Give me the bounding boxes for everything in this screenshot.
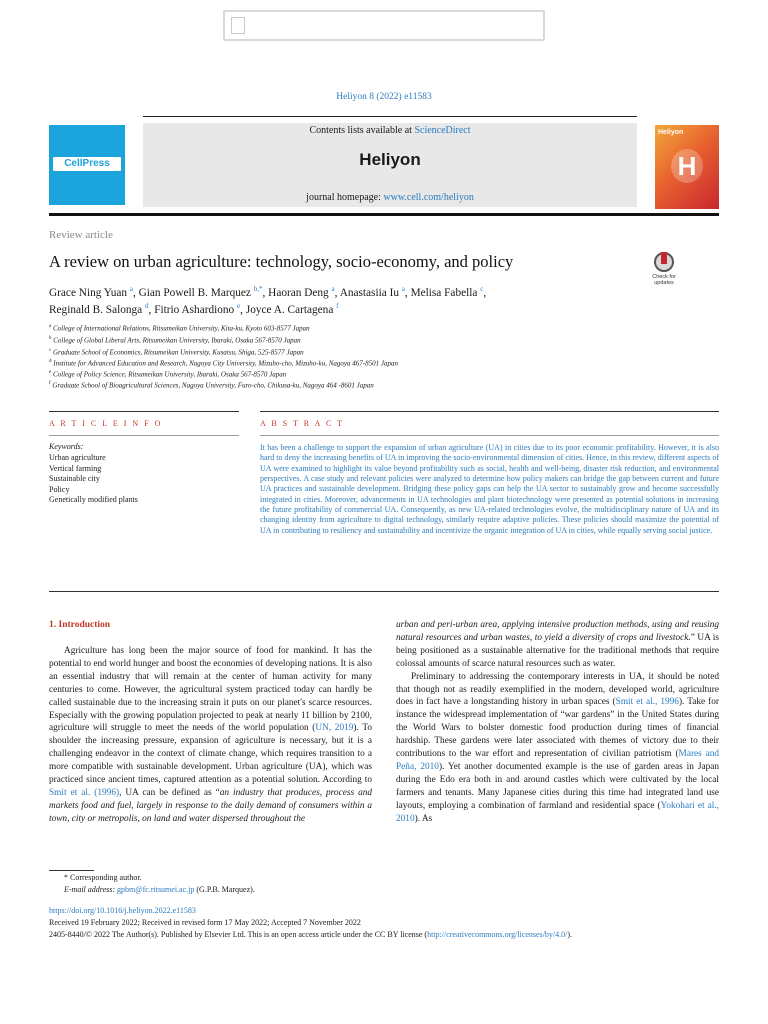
text-run: ). As bbox=[414, 813, 433, 824]
keywords-label: Keywords: bbox=[49, 442, 84, 451]
doi-link[interactable]: https://doi.org/10.1016/j.heliyon.2022.e11583 bbox=[49, 906, 196, 915]
footnote-corresponding: * Corresponding author. bbox=[64, 873, 142, 882]
journal-cover-image[interactable] bbox=[655, 125, 719, 209]
journal-homepage bbox=[143, 192, 637, 203]
homepage-prefix: journal homepage: bbox=[306, 192, 384, 203]
abstract-top-rule bbox=[260, 411, 719, 412]
crossmark-label: Check for updates bbox=[652, 274, 676, 286]
affiliation bbox=[49, 324, 310, 332]
abstract-heading: A B S T R A C T bbox=[260, 419, 345, 428]
crossmark-icon bbox=[654, 252, 674, 272]
author-name: Fitrio Ashardiono bbox=[154, 303, 235, 316]
text-run: , UA can be defined as “ bbox=[119, 787, 220, 798]
license-link[interactable]: http://creativecommons.org/licenses/by/4.0/ bbox=[427, 930, 568, 939]
author-aff[interactable]: a bbox=[129, 285, 133, 293]
text-run: Preliminary to addressing the contemporary interests in UA, it should be noted that though not as readily exemplified in the modern, developed world, agriculture does in fact have a longstanding history in urban spaces ( bbox=[396, 671, 719, 708]
affiliation-text: College of Global Liberal Arts, Ritsumeikan University, Ibaraki, Osaka 567-8570 Japan bbox=[53, 336, 301, 345]
author-name: Melisa Fabella bbox=[410, 286, 478, 299]
author-name: Gian Powell B. Marquez bbox=[138, 286, 251, 299]
affiliation-text: Graduate School of Bioagricultural Sciences, Nagoya University, Furo-cho, Chikusa-ku, Nagoya 464 -8601 Japan bbox=[52, 381, 374, 390]
author-aff[interactable]: f bbox=[336, 302, 339, 310]
license-text: 2405-8440/© 2022 The Author(s). Published by Elsevier Ltd. This is an open access article under the CC BY license ( bbox=[49, 930, 428, 939]
section-heading-introduction: 1. Introduction bbox=[49, 620, 111, 630]
citation-link[interactable]: Mares and Peña, 2010 bbox=[396, 749, 720, 772]
article-info-sub-rule bbox=[49, 435, 239, 436]
affiliation bbox=[49, 348, 304, 356]
email-label: E-mail address: bbox=[64, 885, 118, 894]
citation-link[interactable]: UN, 2019 bbox=[315, 723, 354, 734]
citation-link[interactable]: Smit et al., 1996 bbox=[615, 697, 679, 708]
affiliation-text: Institute for Advanced Education and Research, Nagoya City University, Mizuho-cho, Mizuho-ku, Nagoya 467-8501 Japan bbox=[53, 359, 398, 368]
author-name: Reginald B. Salonga bbox=[49, 303, 143, 316]
abstract-bottom-rule bbox=[49, 591, 719, 592]
footnote-rule bbox=[49, 870, 94, 871]
affiliation-text: College of Policy Science, Ritsumeikan University, Ibaraki, Osaka 567-8570 Japan bbox=[52, 370, 287, 379]
license-line bbox=[49, 930, 572, 939]
citation-link[interactable]: Yokohari et al., 2010 bbox=[396, 800, 719, 824]
author-aff[interactable]: a bbox=[401, 285, 405, 293]
affiliation-key: e bbox=[49, 370, 52, 375]
affiliation-key: d bbox=[49, 359, 52, 364]
affiliation-text: Graduate School of Economics, Ritsumeikan University, Kusatsu, Shiga, 525-8577 Japan bbox=[52, 348, 304, 357]
keyword: Urban agriculture bbox=[49, 453, 106, 462]
sciencedirect-link[interactable]: ScienceDirect bbox=[414, 125, 471, 136]
journal-name: Heliyon bbox=[359, 150, 421, 169]
affiliation-text: College of International Relations, Ritsumeikan University, Kita-ku, Kyoto 603-8577 Japan bbox=[52, 324, 310, 333]
author-aff[interactable]: e bbox=[237, 302, 241, 310]
license-suffix: ). bbox=[567, 930, 573, 939]
affiliation bbox=[49, 336, 301, 344]
article-type: Review article bbox=[49, 229, 113, 241]
author-aff[interactable]: a bbox=[331, 285, 335, 293]
paragraph bbox=[396, 671, 719, 826]
author-aff[interactable]: c bbox=[480, 285, 484, 293]
crossmark-button[interactable] bbox=[646, 252, 682, 290]
text-run: ). Take for instance the widespread implementation of “war gardens” in the United States during the World Wars to bolster domestic food production during times of financial hardship. These gardens were later associated with themes of victory due to their contributions to the war effort and representation of civilian patriotism ( bbox=[396, 697, 719, 760]
text-run: Agriculture has long been the major source of food for mankind. It has the potential to end world hunger and boost the economies of developing nations. It is also an essential industry that will remain at the center of human activity for many centuries to come. However, the agricultural system practiced today can hardly be called sustainable due to the increasing strain it puts on our planet's scarce resources. Especially with the growing population projected to peak at nearly 11 billion by 2100, agriculture will struggle to meet the needs of the world population ( bbox=[49, 646, 373, 734]
placeholder-icon bbox=[231, 17, 245, 34]
affiliation-key: c bbox=[49, 348, 52, 353]
affiliation bbox=[49, 381, 374, 389]
paragraph bbox=[49, 645, 372, 826]
journal-reference[interactable]: Heliyon 8 (2022) e11583 bbox=[336, 92, 432, 102]
text-run: ). Yet another documented example is the use of garden areas in Japan during the Edo era both in and around castles which were cultivated by the local farmers and tenants. Many Japanese cities during this time had integrated land use layouts, employing a combination of farmland and residential space ( bbox=[396, 761, 719, 811]
article-title: A review on urban agriculture: technology, socio-economy, and policy bbox=[49, 252, 514, 271]
homepage-link[interactable]: www.cell.com/heliyon bbox=[383, 192, 474, 203]
keyword: Vertical farming bbox=[49, 464, 102, 473]
affiliation-key: b bbox=[49, 336, 52, 341]
keyword: Sustainable city bbox=[49, 474, 100, 483]
author-list-line-2: Reginald B. Salonga $^d$, Fitrio Ashardiono $^e$, Joyce A. Cartagena $^f$ bbox=[49, 302, 339, 316]
cellpress-logo[interactable] bbox=[49, 125, 125, 205]
affiliation-key: f bbox=[49, 381, 51, 386]
contents-prefix: Contents lists available at bbox=[309, 125, 415, 136]
author-name: Haoran Deng bbox=[268, 286, 329, 299]
article-info-top-rule bbox=[49, 411, 239, 412]
cover-logo-letter: H bbox=[671, 149, 703, 183]
body-column-left bbox=[49, 645, 372, 826]
email-suffix: (G.P.B. Marquez). bbox=[194, 885, 255, 894]
affiliation bbox=[49, 359, 398, 367]
body-column-right bbox=[396, 619, 719, 826]
header-rule bbox=[143, 116, 637, 117]
article-info-heading: A R T I C L E I N F O bbox=[49, 419, 163, 428]
affiliation-key: a bbox=[49, 324, 52, 329]
header-thick-rule bbox=[49, 213, 719, 216]
header-frame bbox=[223, 10, 545, 41]
text-run: ” UA is being positioned as a sustainable alternative for the traditional methods that require colossal amounts of scarce natural resources such as water. bbox=[396, 632, 719, 669]
received-dates: Received 19 February 2022; Received in revised form 17 May 2022; Accepted 7 November 2022 bbox=[49, 918, 361, 927]
author-name: Grace Ning Yuan bbox=[49, 286, 128, 299]
author-list-line-1: Grace Ning Yuan $^a$, Gian Powell B. Marquez $^{b,*}$, Haoran Deng $^a$, Anastasiia Iu $^a$, Melisa Fabella $^c$, bbox=[49, 285, 487, 299]
text-run: ). To shoulder the increasing pressure, expansion of agriculture is necessary, but it is a challenging endeavor in the context of climate change, which requires transition to a more compatible with sustainable development. Urban agriculture (UA), which was practiced since ancient times, captured attention as a potential solution. According to bbox=[49, 723, 372, 786]
abstract-sub-rule bbox=[260, 435, 719, 436]
author-aff[interactable]: b,* bbox=[253, 285, 263, 293]
quote-text: urban and peri-urban area, applying intensive production methods, using and reusing natural resources and urban wastes, to yield a diversity of crops and livestock. bbox=[396, 620, 719, 643]
affiliation bbox=[49, 370, 286, 378]
keyword: Genetically modified plants bbox=[49, 495, 138, 504]
cellpress-wordmark: CellPress bbox=[53, 157, 121, 171]
footnote-email bbox=[64, 885, 255, 894]
citation-link[interactable]: Smit et al. (1996) bbox=[49, 787, 120, 798]
author-name: Anastasiia Iu bbox=[339, 286, 399, 299]
contents-line bbox=[143, 125, 637, 136]
author-aff[interactable]: d bbox=[145, 302, 149, 310]
abstract-text: It has been a challenge to support the expansion of urban agriculture (UA) in cities due to its poor economic profitability. However, it is also hard to deny the increasing benefits of UA in improving the socio-environmental dimension of cities. Hence, in this review, different aspects of UA were examined to highlight its value beyond profitability such as social, health and well-being, disaster risk reduction, and environmental perspectives. A case study and relevant policies were analyzed to determine how policy makers can bridge the gap between current and future UA practices and sustainable development. Bridging these policy gaps can help the UA sector to sustainably grow and become successfully integrated in cities. Moreover, advancements in UA technologies and plant biotechnology were presented as potential solutions in increasing the future profitability of commercial UA. Consequently, as new UA-related technologies evolve, the multidisciplinary nature of UA and its changing identity from agriculture to digital technology, similarly require adaptive policies. These policies should maximize the potential of UA in contributing to resiliency and sustainability and incentivize the organic integration of UA in cities, while equally serving social justice. bbox=[260, 443, 719, 535]
email-link[interactable]: gpbm@fc.ritsumei.ac.jp bbox=[117, 885, 195, 894]
quote-text: an industry that produces, process and markets food and fuel, largely in response to the daily demand of consumers within a town, city or metropolis, on land and water dispersed throughout the bbox=[49, 787, 373, 824]
cover-title: Heliyon bbox=[658, 129, 684, 136]
paragraph bbox=[396, 619, 719, 671]
author-name: Joyce A. Cartagena bbox=[245, 303, 334, 316]
keyword: Policy bbox=[49, 485, 70, 494]
